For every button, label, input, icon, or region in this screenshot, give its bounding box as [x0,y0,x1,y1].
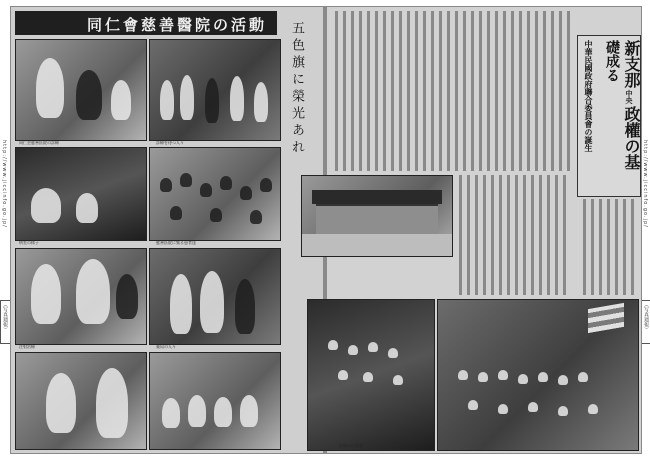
photo-hospital-room [15,147,147,241]
page-title-band [15,11,277,35]
headline-line2: 政權の基 [622,106,641,170]
photo-pharmacy-staff [149,248,281,345]
left-margin-box: （写真週報） [0,300,11,344]
left-page [11,7,323,453]
left-margin-url: http://www.jiccinfo.go.jp/ [1,140,7,228]
right-margin-box: （写真週報） [641,300,650,344]
photo-nurses-resting [149,352,281,450]
headline-line1: 新支那 [622,40,641,88]
photo-caption: 同仁会慈善医院の診療 [19,140,59,145]
photo-government-building [301,175,453,257]
photo-doctor-examining-child [15,39,147,141]
vertical-title: 五色旗に榮光あれ [289,21,304,157]
photo-caption: 慈善医院に集る患者達 [156,240,196,245]
headline-box [577,35,641,197]
article-text-top [331,11,571,171]
subheadline: 中華民國政府聯合委員會の誕生 [584,40,594,152]
photo-waiting-crowd [149,39,281,141]
photo-conference-seating [307,299,435,451]
photo-caption: 注射治療 [19,344,35,349]
photo-caption: 病室の様子 [19,240,39,245]
photo-caption: 薬局の人々 [156,344,176,349]
photo-nurse-caring [15,352,147,450]
photo-crowd-of-patients [149,147,281,241]
article-text-middle [455,175,575,295]
right-page [327,7,641,453]
photo-assembly-hall-with-flags [437,299,639,451]
photo-caption: 診療を待つ人々 [156,140,184,145]
right-margin-url: http://www.jiccinfo.go.jp/ [642,140,648,228]
magazine-spread [10,6,642,454]
headline-small: 中央 [625,90,634,104]
headline-line3: 礎成る [604,40,620,82]
photo-caption: 会場内の光景 [339,443,363,448]
page-title: 同仁會慈善醫院の活動 [86,16,267,34]
photo-injection-treatment [15,248,147,345]
article-text-right [579,199,639,295]
